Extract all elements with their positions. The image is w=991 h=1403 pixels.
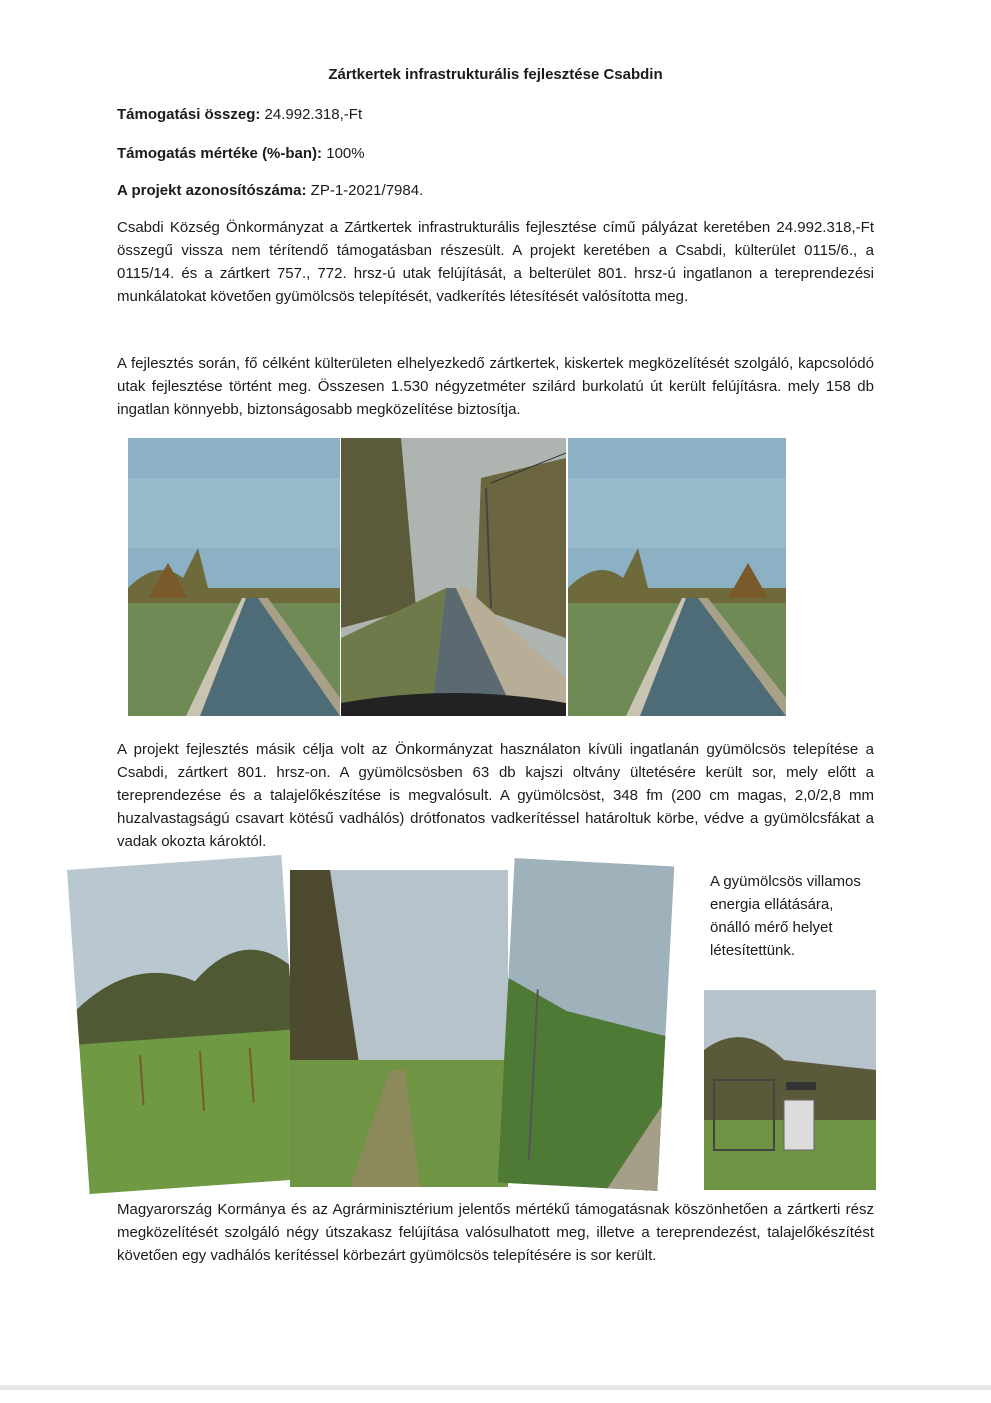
meter-photo (704, 990, 876, 1190)
project-id-value: ZP-1-2021/7984. (310, 182, 424, 199)
funding-rate (117, 145, 365, 162)
orchard-photo-1 (67, 855, 304, 1194)
scan-edge (0, 1385, 991, 1390)
funding-amount-label: Támogatási összeg: (117, 106, 261, 123)
road-photo-1 (128, 438, 340, 716)
road-photo-3 (568, 438, 786, 716)
orchard-photo-3 (498, 858, 675, 1191)
funding-amount (117, 106, 362, 123)
project-id (117, 182, 423, 199)
paragraph-roads: A fejlesztés során, fő célként külterületen elhelyezkedő zártkertek, kiskertek megközelítését szolgáló, kapcsolódó utak fejlesztése történt meg. Összesen 1.530 négyzetméter szilárd burkolatú út került felújításra. mely 158 db ingatlan könnyebb, biztonságosabb megközelítése biztosítja. (117, 355, 874, 418)
paragraph-closing: Magyarország Kormánya és az Agrárminisztérium jelentős mértékű támogatásnak köszönhetően a zártkerti rész megközelítését szolgáló négy útszakasz felújítása valósulhatott meg, illetve a tereprendezést, talajelőkészítést követően egy vadhálós kerítéssel körbezárt gyümölcsös telepítésére is sor került. (117, 1201, 874, 1264)
electricity-note: A gyümölcsös villamos energia ellátására, önálló mérő helyet létesítettünk. (710, 873, 861, 959)
page-title: Zártkertek infrastrukturális fejlesztése Csabdin (328, 66, 663, 83)
paragraph-intro: Csabdi Község Önkormányzat a Zártkertek infrastrukturális fejlesztése című pályázat keretében 24.992.318,-Ft összegű vissza nem térítendő támogatásban részesült. A projekt keretében a Csabdi, külterület 0115/6., a 0115/14. és a zártkert 757., 772. hrsz-ú utak felújítását, a belterület 801. hrsz-ú ingatlanon a tereprendezési munkálatokat követően gyümölcsös telepítését, vadkerítés létesítését valósította meg. (117, 219, 874, 305)
orchard-photo-2 (290, 870, 508, 1187)
paragraph-orchard: A projekt fejlesztés másik célja volt az Önkormányzat használaton kívüli ingatlanán gyümölcsös telepítése a Csabdi, zártkert 801. hrsz-on. A gyümölcsösben 63 db kajszi oltvány ültetésére került sor, mely előtt a tereprendezése és a talajelőkészítése is megvalósult. A gyümölcsöst, 348 fm (200 cm magas, 2,0/2,8 mm huzalvastagságú csavart kötésű vadhálós) drótfonatos vadkerítéssel határoltuk körbe, védve a gyümölcsfákat a vadak okozta károktól. (117, 741, 874, 850)
funding-rate-value: 100% (326, 145, 365, 162)
project-id-label: A projekt azonosítószáma: (117, 182, 307, 199)
road-photo-2 (341, 438, 566, 716)
funding-rate-label: Támogatás mértéke (%-ban): (117, 145, 323, 162)
funding-amount-value: 24.992.318,-Ft (264, 106, 363, 123)
